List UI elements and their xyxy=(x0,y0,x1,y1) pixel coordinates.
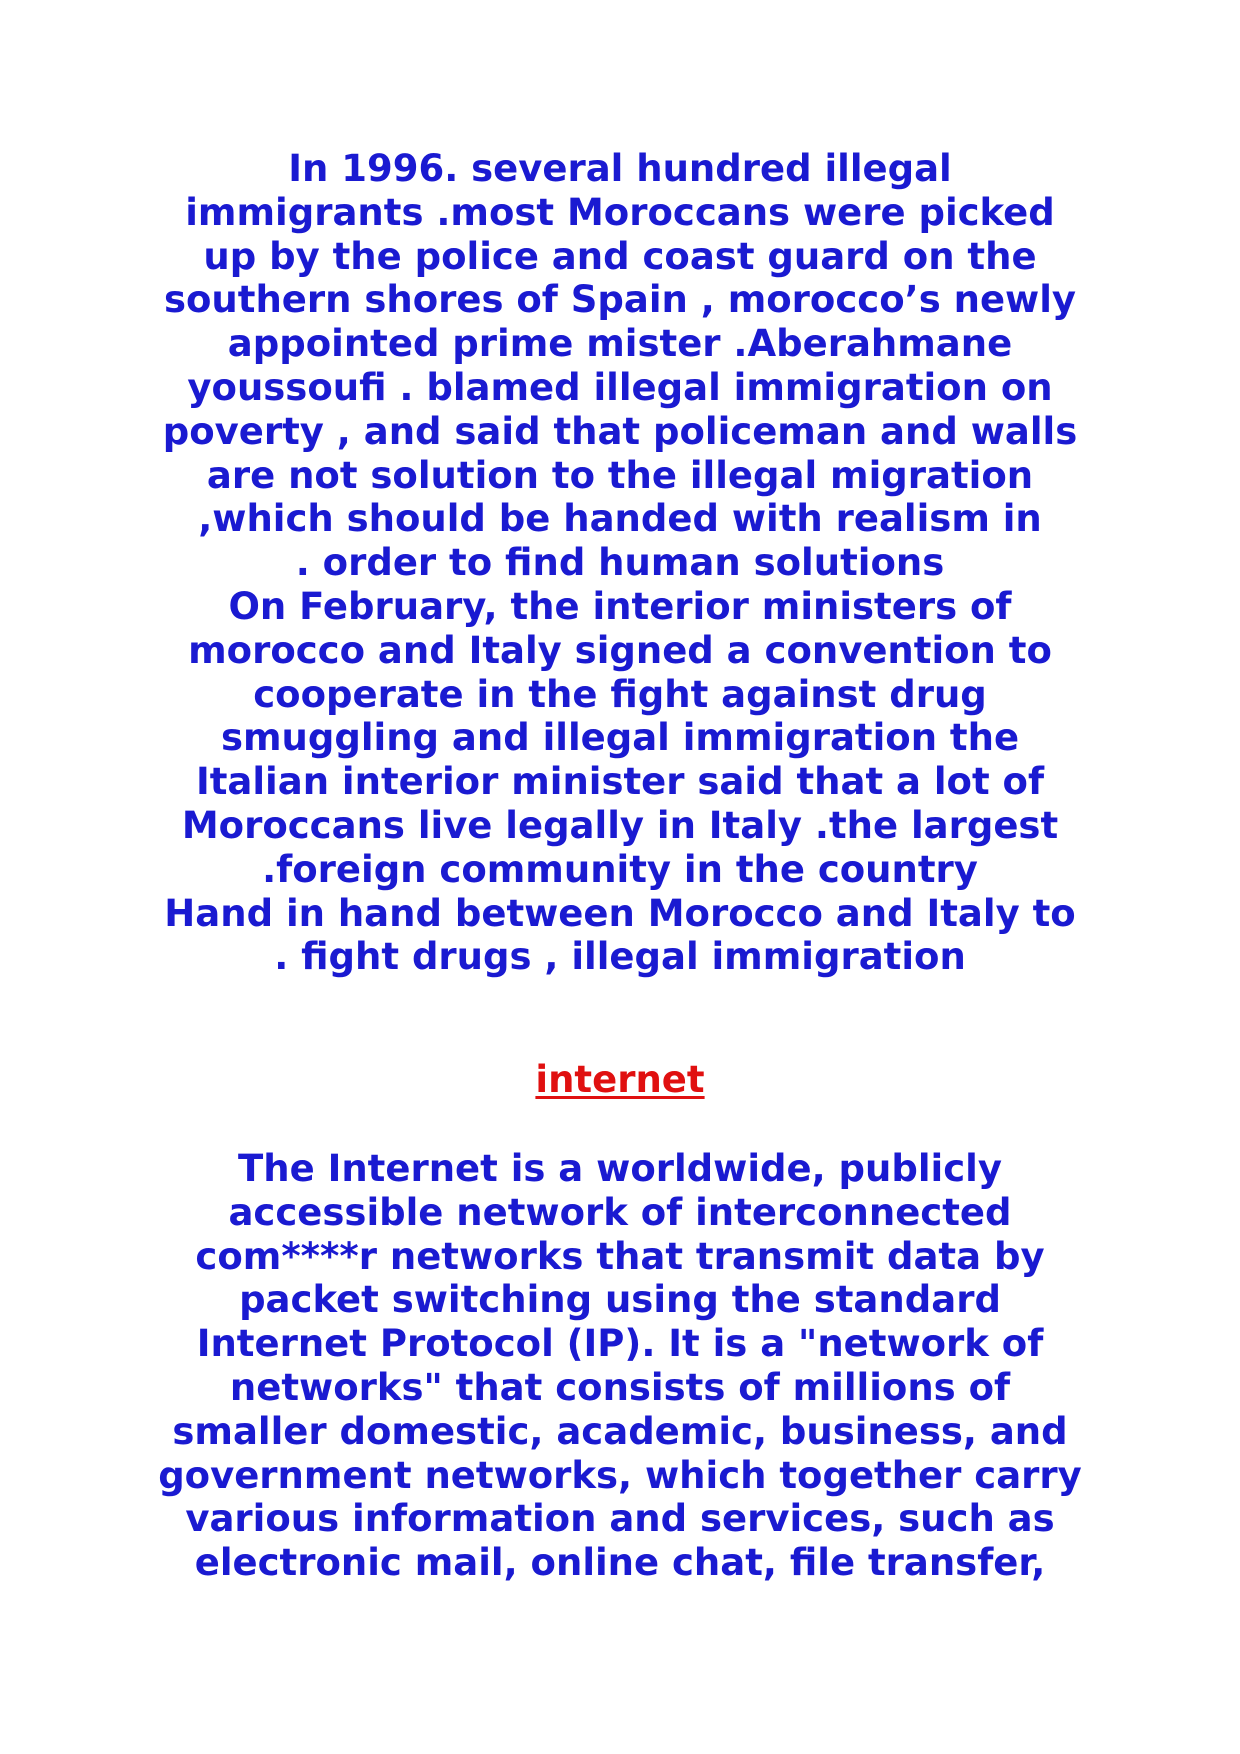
text-line: government networks, which together carry xyxy=(158,1453,1082,1497)
text-line: morocco and Italy signed a convention to xyxy=(188,628,1052,672)
text-line: various information and services, such as xyxy=(185,1497,1055,1541)
internet-paragraph xyxy=(120,1147,1120,1585)
text-line: poverty , and said that policeman and walls xyxy=(162,409,1078,453)
section-heading-text: internet xyxy=(535,1058,705,1101)
immigration-paragraph xyxy=(120,147,1120,979)
text-line: southern shores of Spain , morocco’s newly xyxy=(163,278,1077,322)
text-line: appointed prime mister .Aberahmane xyxy=(227,322,1013,366)
text-line: smaller domestic, academic, business, and xyxy=(172,1409,1068,1453)
text-line: accessible network of interconnected xyxy=(228,1190,1012,1234)
text-line: In 1996. several hundred illegal xyxy=(288,147,952,190)
text-line: networks" that consists of millions of xyxy=(229,1365,1011,1409)
text-line: packet switching using the standard xyxy=(239,1278,1001,1322)
text-line: Internet Protocol (IP). It is a "network of xyxy=(196,1322,1044,1366)
text-line: cooperate in the fight against drug xyxy=(253,672,987,716)
text-line: . fight drugs , illegal immigration xyxy=(274,935,966,979)
text-line: ,which should be handed with realism in xyxy=(198,497,1042,541)
text-line: youssoufi . blamed illegal immigration on xyxy=(187,365,1053,409)
text-line: electronic mail, online chat, file transfer, xyxy=(194,1541,1046,1585)
text-line: Italian interior minister said that a lot of xyxy=(195,760,1045,804)
text-line: smuggling and illegal immigration the xyxy=(220,716,1020,760)
text-line: are not solution to the illegal migration xyxy=(206,453,1034,497)
text-line: . order to find human solutions xyxy=(295,541,945,585)
text-line: immigrants .most Moroccans were picked xyxy=(185,190,1055,234)
text-line: .foreign community in the country xyxy=(262,847,978,891)
section-heading-internet xyxy=(120,1058,1120,1102)
text-line: Hand in hand between Morocco and Italy to xyxy=(164,891,1076,935)
text-line: up by the police and coast guard on the xyxy=(203,234,1037,278)
text-line: com****r networks that transmit data by xyxy=(195,1234,1045,1278)
text-line: On February, the interior ministers of xyxy=(228,584,1012,628)
text-line: The Internet is a worldwide, publicly xyxy=(238,1147,1002,1190)
text-line: Moroccans live legally in Italy .the largest xyxy=(181,803,1059,847)
